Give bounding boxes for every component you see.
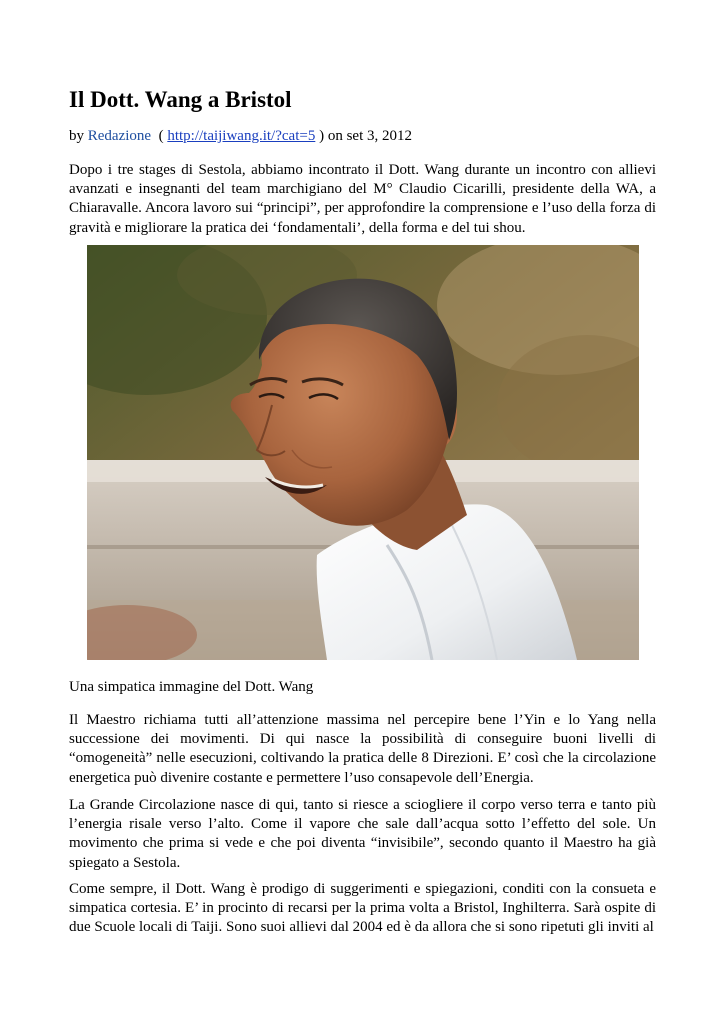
publish-date: on set 3, 2012	[327, 128, 412, 144]
paragraph-bristol	[69, 880, 656, 938]
byline-paren-open: (	[158, 128, 164, 144]
author-name: Redazione	[87, 128, 152, 144]
category-link[interactable]: http://taijiwang.it/?cat=5	[167, 128, 316, 144]
paragraph-text: Il Maestro richiama tutti all’attenzione massima nel percepire bene l’Yin e lo Yang nella successione dei movimenti. Di qui nasce la possibilità di conseguire buoni livelli di “omogeneità” nelle esecuzioni, coltivando la pratica delle 8 Direzioni. E’ così che la circolazione energetica può divenire costante e permettere l’uso consapevole dell’Energia.	[69, 712, 656, 786]
paragraph-text: La Grande Circolazione nasce di qui, tanto si riesce a sciogliere il corpo verso terra e tanto più l’energia risale verso l’alto. Come il vapore che sale dall’acqua sotto l’effetto del sole. Un movimento che prima si vede e che poi diventa “invisibile”, secondo quanto il Maestro ha già spiegato a Sestola.	[69, 797, 656, 871]
paragraph-intro	[69, 161, 656, 238]
photo-caption: Una simpatica immagine del Dott. Wang	[69, 679, 314, 695]
byline-paren-close: )	[319, 128, 325, 144]
byline	[69, 127, 412, 146]
paragraph-text: Dopo i tre stages di Sestola, abbiamo incontrato il Dott. Wang durante un incontro con allievi avanzati e insegnanti del team marchigiano del M° Claudio Cicarilli, presidente della WA, a Chiaravalle. Ancora lavoro sui “principi”, per approfondire la comprensione e l’uso della forza di gravità e migliorare la pratica dei ‘fondamentali’, della forma e del tui shou.	[69, 162, 656, 236]
byline-prefix: by	[69, 128, 84, 144]
paragraph-text: Come sempre, il Dott. Wang è prodigo di suggerimenti e spiegazioni, conditi con la consueta e simpatica cortesia. E’ in procinto di recarsi per la prima volta a Bristol, Inghilterra. Sarà ospite di due Scuole locali di Taiji. Sono suoi allievi dal 2004 ed è da allora che si sono ripetuti gli inviti al	[69, 881, 656, 936]
paragraph-grande-circolazione	[69, 796, 656, 873]
article-title: Il Dott. Wang a Bristol	[69, 87, 292, 112]
portrait-photo	[87, 245, 639, 660]
paragraph-yin-yang	[69, 711, 656, 788]
